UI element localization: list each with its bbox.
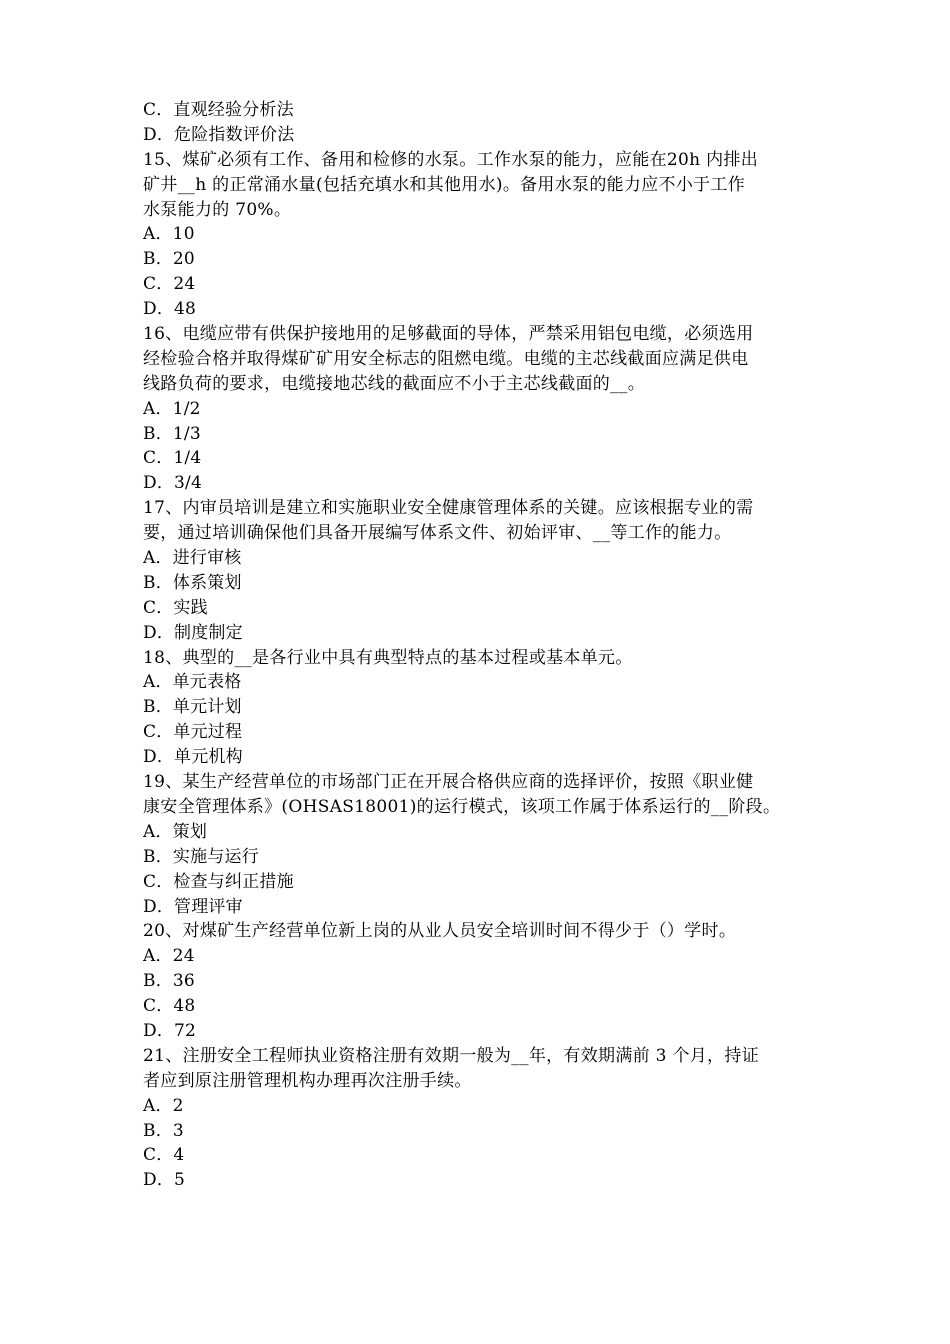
answer-option: C．检查与纠正措施 xyxy=(143,871,294,892)
question-text xyxy=(143,919,809,944)
answer-option: D．48 xyxy=(143,299,197,320)
question-line: 线路负荷的要求，电缆接地芯线的截面应不小于主芯线截面的__。 xyxy=(143,373,645,394)
question-text xyxy=(143,322,809,397)
question-line: 矿井__h 的正常涌水量(包括充填水和其他用水)。备用水泵的能力应不小于工作 xyxy=(143,174,746,195)
answer-option: A．10 xyxy=(143,224,195,245)
answer-option: A．进行审核 xyxy=(143,548,242,569)
answer-option: D．管理评审 xyxy=(143,896,243,917)
answer-option: C．实践 xyxy=(143,597,208,618)
answer-option: A．24 xyxy=(143,946,195,967)
answer-option: D．单元机构 xyxy=(143,747,243,768)
answer-option: B．1/3 xyxy=(143,423,201,444)
question-line: 21、注册安全工程师执业资格注册有效期一般为__年，有效期满前 3 个月，持证 xyxy=(143,1045,759,1066)
answer-option: B．3 xyxy=(143,1120,184,1141)
question-line: 19、某生产经营单位的市场部门正在开展合格供应商的选择评价，按照《职业健 xyxy=(143,772,754,793)
question-line: 17、内审员培训是建立和实施职业安全健康管理体系的关键。应该根据专业的需 xyxy=(143,498,754,519)
question-line: 15、煤矿必须有工作、备用和检修的水泵。工作水泵的能力，应能在20h 内排出 xyxy=(143,149,759,170)
question-text xyxy=(143,770,809,820)
question-line: 20、对煤矿生产经营单位新上岗的从业人员安全培训时间不得少于（）学时。 xyxy=(143,921,737,942)
answer-option: D．5 xyxy=(143,1170,186,1191)
answer-option: B．实施与运行 xyxy=(143,846,259,867)
question-text xyxy=(143,1044,809,1094)
question-line: 16、电缆应带有供保护接地用的足够截面的导体，严禁采用铝包电缆，必须选用 xyxy=(143,324,754,345)
answer-option: B．36 xyxy=(143,971,195,992)
answer-option: A．单元表格 xyxy=(143,672,242,693)
answer-option: C．直观经验分析法 xyxy=(143,100,294,120)
answer-option: D．72 xyxy=(143,1020,197,1041)
question-line: 要，通过培训确保他们具备开展编写体系文件、初始评审、__等工作的能力。 xyxy=(143,523,732,544)
question-line: 康安全管理体系》(OHSAS18001)的运行模式，该项工作属于体系运行的__阶段。 xyxy=(143,796,781,817)
question-line: 经检验合格并取得煤矿矿用安全标志的阻燃电缆。电缆的主芯线截面应满足供电 xyxy=(143,348,749,369)
answer-option: A．策划 xyxy=(143,821,208,842)
answer-option: C．4 xyxy=(143,1145,185,1166)
question-line: 水泵能力的 70%。 xyxy=(143,199,292,220)
question-text xyxy=(143,646,809,671)
question-text xyxy=(143,496,809,546)
answer-option: C．24 xyxy=(143,274,196,295)
answer-option: D．制度制定 xyxy=(143,622,243,643)
answer-option: A．2 xyxy=(143,1095,184,1116)
answer-option: C．1/4 xyxy=(143,448,202,469)
answer-option: C．48 xyxy=(143,996,196,1017)
answer-option: B．体系策划 xyxy=(143,572,242,593)
answer-option: B．20 xyxy=(143,249,195,270)
answer-option: C．单元过程 xyxy=(143,722,243,743)
answer-option: D．3/4 xyxy=(143,473,202,494)
question-line: 者应到原注册管理机构办理再次注册手续。 xyxy=(143,1070,472,1091)
answer-option: B．单元计划 xyxy=(143,697,242,718)
document-page xyxy=(143,98,809,1193)
question-line: 18、典型的__是各行业中具有典型特点的基本过程或基本单元。 xyxy=(143,647,633,668)
question-text xyxy=(143,148,809,223)
answer-option: D．危险指数评价法 xyxy=(143,124,295,145)
answer-option: A．1/2 xyxy=(143,398,201,419)
